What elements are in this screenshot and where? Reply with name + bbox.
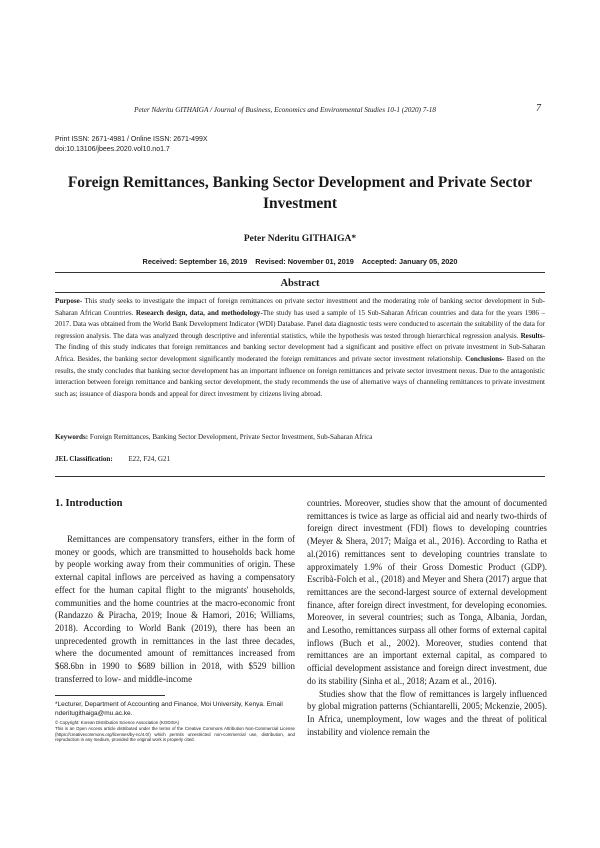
- conclusions-text: Based on the results, the study concludes that banking sector development has an important influence on foreign remittances and private sector investment nexus. Due to the antagonistic interaction between foreign remittance and banking sector development, the study recommends the use of alternative ways of channeling remittances to private investment such as; issuance of diaspora bonds and appeal for direct investment by citizens living abroad.: [55, 354, 545, 398]
- submission-dates: Received: September 16, 2019 Revised: November 01, 2019 Accepted: January 05, 2020: [142, 257, 458, 266]
- author-name: Peter Nderitu GITHAIGA*: [243, 234, 357, 244]
- jel-label: JEL Classification:: [55, 455, 113, 463]
- divider-top: [55, 272, 545, 273]
- divider-abstract: [55, 292, 545, 293]
- paragraph: Remittances are compensatory transfers, either in the form of money or goods, which are transmitted to households back home by people working away from their communities of origin. These external capital inflows are perceived as having a compensatory effect for the human capital flight to the migrants' households, communities and the home countries at the macro-economic front (Randazzo & Piracha, 2019; Inoue & Hamori, 2016; Williams, 2018). According to World Bank (2019), there has been an unprecedented growth in remittances in the last three decades, where the documented amount of remittances increased from $68.6bn in 1990 to $689 billion in 2018, with $529 billion transferred to low- and middle-income: [55, 534, 295, 684]
- abstract-heading: Abstract: [280, 278, 320, 289]
- keywords-text: Foreign Remittances, Banking Sector Development, Private Sector Investment, Sub-Saharan Africa: [88, 433, 373, 441]
- divider-body: [55, 476, 545, 477]
- jel-codes: E22, F24, G21: [128, 455, 171, 463]
- license-note: [55, 720, 295, 743]
- license-text: This is an Open Access article distributed under the terms of the Creative Commons Attribution Non-Commercial License (https://creativecommons.org/licenses/by-nc/4.0/) which permits unrestricted non-commercial use, distribution, and reproduction in any medium, provided the original work is properly cited.: [55, 725, 295, 743]
- section-heading: 1. Introduction: [55, 498, 123, 509]
- footnote-divider: [55, 695, 165, 696]
- footnote-author: *Lecturer, Department of Accounting and Finance, Moi University, Kenya. Email nderitugithaiga@mu.ac.ke.: [55, 701, 283, 717]
- results-label: Results-: [520, 331, 545, 340]
- design-text: The study has used a sample of 15 Sub-Saharan African countries and data for the years 1986 – 2017. Data was obtained from the World Bank Development Indicator (WDI) Database. Panel data diagnostic tests were conducted to ascertain the suitability of the data for regression analysis. The data was analyzed through descriptive and inferential statistics, while the hypothesis was tested through hierarchical regression analysis.: [55, 308, 545, 340]
- conclusions-label: Conclusions-: [465, 354, 505, 363]
- issn-block: [55, 135, 208, 154]
- right-column: [307, 497, 547, 738]
- paragraph: countries. Moreover, studies show that the amount of documented remittances is twice as large as official aid and nearly two-thirds of foreign direct investment (FDI) flows to developing countries (Meyer & Shera, 2017; Maïga et al., 2016). According to Ratha et al.(2016) remittances sent to developing countries translate to approximately 1.9% of their Gross Domestic Product (GDP). Escribà-Folch et al., (2018) and Meyer and Shera (2017) argue that remittances are the second-largest source of external development finance, after foreign direct investment, for developing economies. Moreover, in several countries; such as Tonga, Albania, Jordan, and Lesotho, remittances surpass all other forms of external capital inflows (Buch et al., 2002). Moreover, studies contend that remittances are an important external capital, as compared to official development assistance and foreign direct investment, due do its stability (Sinha et al., 2018; Azam et al., 2016).: [307, 498, 547, 686]
- results-text: The finding of this study indicates that foreign remittances and banking sector development had a significant and positive effect on private investment in Sub-Saharan Africa. Besides, the banking sector development significantly moderated the foreign remittances and private sector investment relationship.: [55, 343, 545, 363]
- design-label: Research design, data, and methodology-: [135, 308, 263, 317]
- paper-title: Foreign Remittances, Banking Sector Development and Private Sector Investment: [67, 174, 533, 212]
- keywords-label: Keywords:: [55, 433, 89, 441]
- keywords: [55, 432, 545, 442]
- page-number: 7: [536, 103, 541, 114]
- left-column: [55, 497, 295, 685]
- purpose-label: Purpose-: [55, 297, 83, 305]
- purpose-text: This study seeks to investigate the impact of foreign remittances on private sector investment and the moderating role of banking sector development in Sub-Saharan African Countries.: [55, 297, 545, 317]
- jel-classification: [55, 454, 545, 464]
- running-header: Peter Nderitu GITHAIGA / Journal of Business, Economics and Environmental Studies 10-1 (2020) 7-18: [134, 106, 436, 114]
- issn-line: Print ISSN: 2671-4981 / Online ISSN: 2671-499X: [55, 136, 208, 143]
- doi-line: doi:10.13106/jbees.2020.vol10.no1.7: [55, 145, 170, 153]
- copyright-line: © Copyright: Korean Distribution Science Association (KODISA): [55, 720, 180, 725]
- paragraph: Studies show that the flow of remittances is largely influenced by global migration patterns (Schiantarelli, 2005; Mckenzie, 2005). In Africa, unemployment, low wages and the threat of political instability and violence remain the: [307, 688, 547, 737]
- abstract-body: [55, 296, 545, 400]
